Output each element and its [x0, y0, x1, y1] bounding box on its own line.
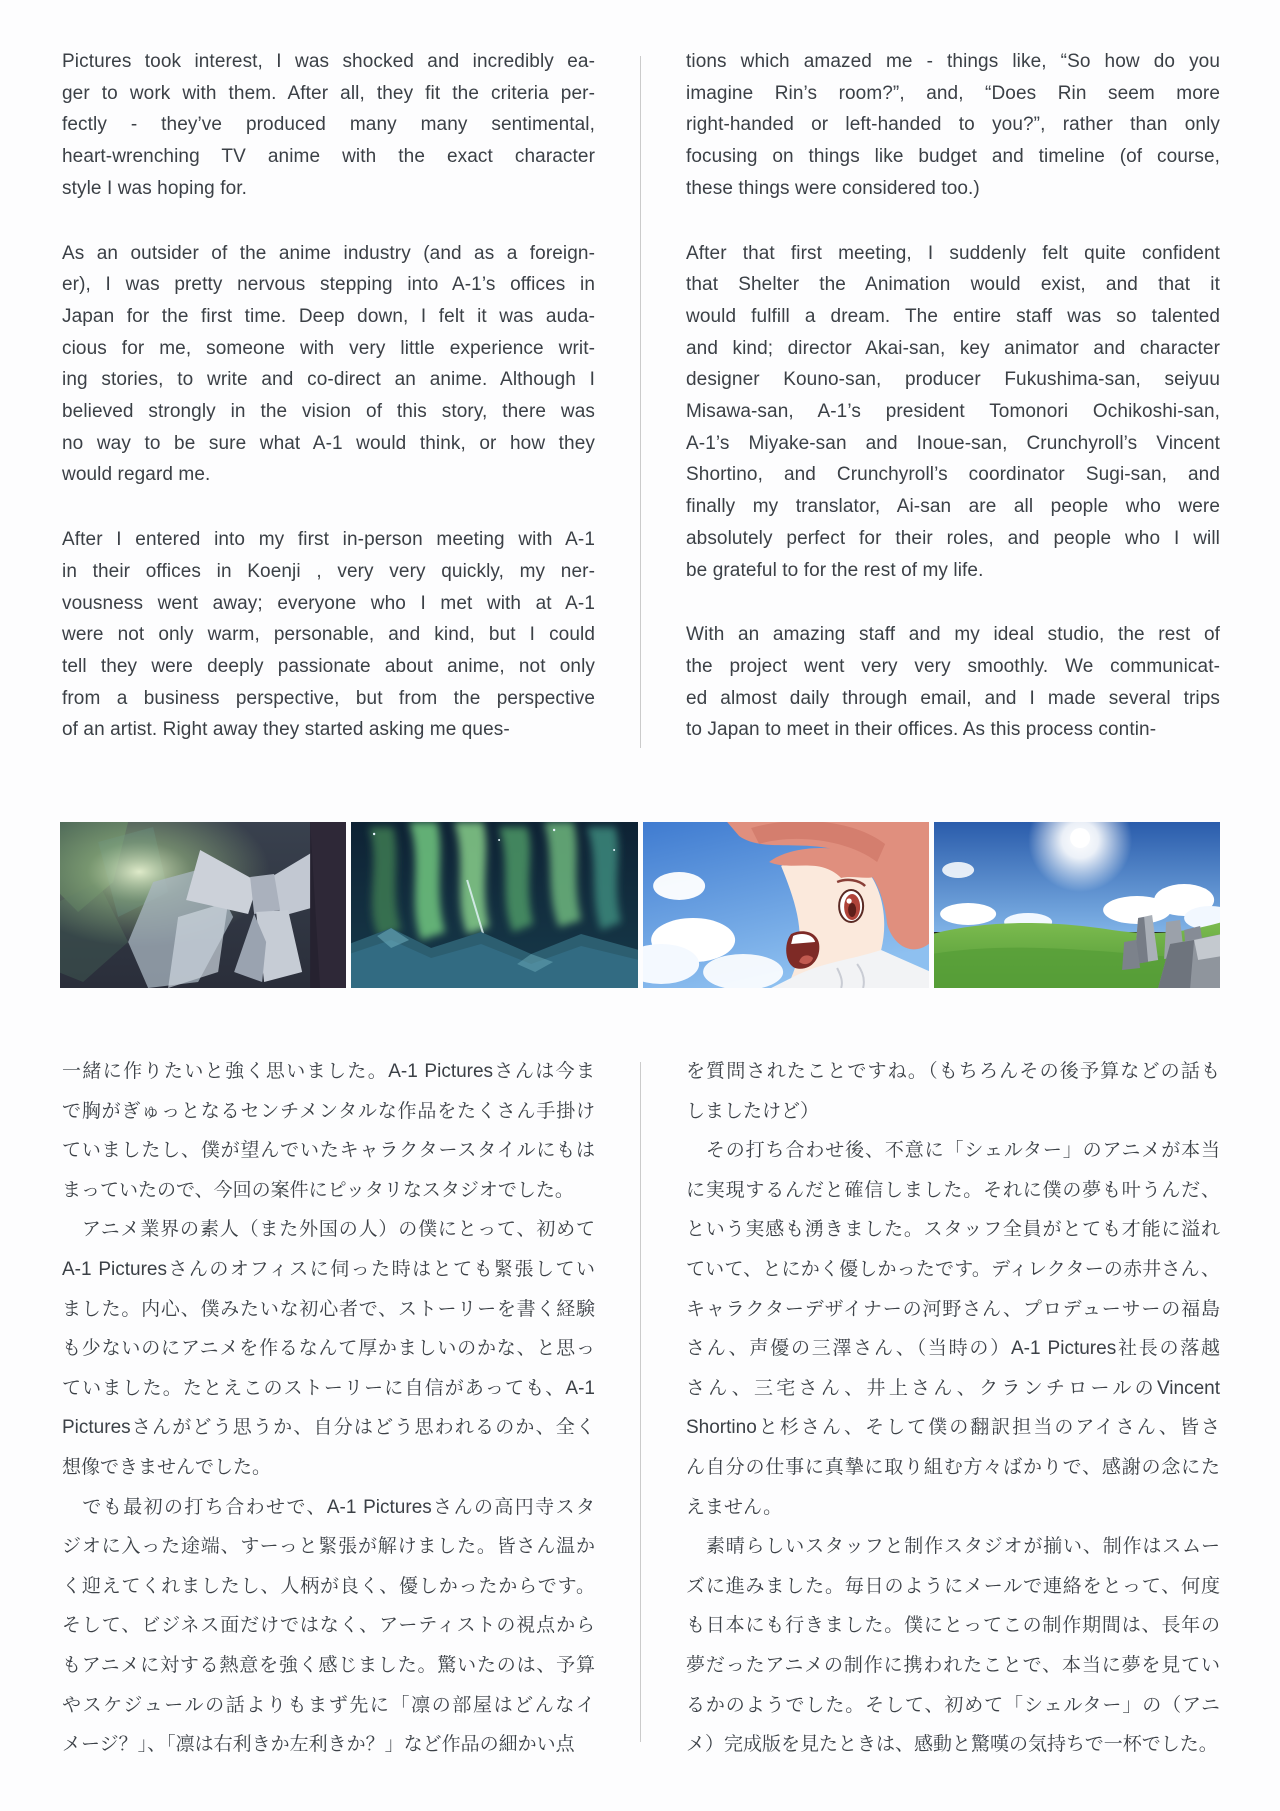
- text-line: cious for me, someone with very little experience writ-: [62, 337, 595, 359]
- dark-scene-girl-with-white-bow-image: [60, 822, 346, 988]
- text-line: heart-wrenching TV anime with the exact character: [62, 146, 595, 168]
- text-line: でも最初の打ち合わせで、A-1 Picturesさんの高円寺スタ: [62, 1496, 595, 1518]
- text-line: も日本にも行きました。僕にとってこの制作期間は、長年の: [686, 1615, 1220, 1637]
- japanese-column-right: [686, 1052, 1220, 1765]
- text-line: imagine Rin’s room?”, and, “Does Rin seem more: [686, 82, 1220, 104]
- text-line: ていましたし、僕が望んでいたキャラクタースタイルにもは: [62, 1140, 595, 1162]
- text-line: ジオに入った途端、すーっと緊張が解けました。皆さん温か: [62, 1536, 595, 1558]
- text-line: ed almost daily through email, and I made several trips: [686, 687, 1220, 709]
- gallery-panel-4: [934, 822, 1220, 988]
- text-line: 素晴らしいスタッフと制作スタジオが揃い、制作はスムー: [686, 1536, 1220, 1558]
- sunny-green-hills-standing-stones-image: [934, 822, 1220, 988]
- text-line: of an artist. Right away they started asking me ques-: [62, 719, 510, 741]
- text-line: Picturesさんがどう思うか、自分はどう思われるのか、全く: [62, 1417, 595, 1439]
- text-line: 一緒に作りたいと強く思いました。A-1 Picturesさんは今ま: [62, 1061, 595, 1082]
- pink-haired-girl-smiling-image: [643, 822, 929, 988]
- screenshot-strip: [60, 822, 1220, 988]
- text-line: Japan for the first time. Deep down, I felt it was auda-: [62, 305, 595, 327]
- text-line: さん、三宅さん、井上さん、クランチロールのVincent: [686, 1377, 1220, 1399]
- paragraph: [686, 1052, 1220, 1131]
- text-line: 夢だったアニメの制作に携われたことで、本当に夢を見てい: [686, 1654, 1220, 1676]
- text-line: キャラクターデザイナーの河野さん、プロデューサーの福島: [686, 1298, 1220, 1320]
- text-line: tions which amazed me - things like, “So how do you: [686, 51, 1220, 72]
- paragraph: [62, 524, 595, 746]
- text-line: Misawa-san, A-1’s president Tomonori Ochikoshi-san,: [686, 401, 1220, 423]
- text-line: もアニメに対する熱意を強く感じました。驚いたのは、予算: [62, 1654, 595, 1676]
- text-line: しましたけど）: [686, 1100, 820, 1122]
- text-line: その打ち合わせ後、不意に「シェルター」のアニメが本当: [686, 1140, 1220, 1162]
- text-line: まっていたので、今回の案件にピッタリなスタジオでした。: [62, 1179, 574, 1201]
- text-line: fectly - they’ve produced many many sentimental,: [62, 114, 595, 136]
- text-line: という実感も湧きました。スタッフ全員がとても才能に溢れ: [686, 1219, 1220, 1241]
- paragraph: [686, 238, 1220, 587]
- text-line: that Shelter the Animation would exist, and that it: [686, 274, 1220, 296]
- text-line: style I was hoping for.: [62, 177, 248, 199]
- text-line: そして、ビジネス面だけではなく、アーティストの視点から: [62, 1615, 595, 1637]
- text-line: く迎えてくれましたし、人柄が良く、優しかったからです。: [62, 1575, 595, 1597]
- text-line: no way to be sure what A-1 would think, or how they: [62, 432, 595, 454]
- text-line: After that first meeting, I suddenly felt quite confident: [686, 242, 1220, 264]
- gallery-panel-1: [60, 822, 346, 988]
- text-line: be grateful to for the rest of my life.: [686, 559, 984, 581]
- paragraph: [62, 1052, 595, 1210]
- text-line: believed strongly in the vision of this story, there was: [62, 401, 595, 423]
- text-line: focusing on things like budget and timeline (of course,: [686, 146, 1220, 168]
- text-line: ズに進みました。毎日のようにメールで連絡をとって、何度: [686, 1575, 1220, 1597]
- text-line: ました。内心、僕みたいな初心者で、ストーリーを書く経験: [62, 1298, 595, 1320]
- paragraph: [62, 238, 595, 492]
- text-line: would fulfill a dream. The entire staff was so talented: [686, 305, 1220, 327]
- english-column-right: [686, 46, 1220, 746]
- text-line: えません。: [686, 1496, 783, 1518]
- text-line: も少ないのにアニメを作るなんて厚かましいのかな、と思っ: [62, 1338, 595, 1360]
- column-divider-top: [640, 56, 641, 748]
- text-line: A-1’s Miyake-san and Inoue-san, Crunchyroll’s Vincent: [686, 432, 1220, 454]
- paragraph: [686, 1131, 1220, 1527]
- text-line: in their offices in Koenji , very very quickly, my ner-: [62, 560, 595, 582]
- text-line: from a business perspective, but from the perspective: [62, 687, 595, 709]
- text-line: vousness went away; everyone who I met with at A-1: [62, 592, 595, 614]
- text-line: would regard me.: [62, 464, 211, 486]
- text-line: Shortino, and Crunchyroll’s coordinator Sugi-san, and: [686, 464, 1220, 486]
- text-line: メージ？」、「凛は右利きか左利きか？」など作品の細かい点: [62, 1734, 575, 1756]
- text-line: After I entered into my first in-person meeting with A-1: [62, 529, 595, 551]
- paragraph: [62, 1210, 595, 1487]
- text-line: tell they were deeply passionate about anime, not only: [62, 655, 595, 677]
- text-line: るかのようでした。そして、初めて「シェルター」の（アニ: [686, 1694, 1220, 1716]
- text-line: ん自分の仕事に真摯に取り組む方々ばかりで、感謝の念にた: [686, 1456, 1220, 1478]
- text-line: Shortinoと杉さん、そして僕の翻訳担当のアイさん、皆さ: [686, 1417, 1220, 1439]
- gallery-panel-2: [351, 822, 637, 988]
- text-line: やスケジュールの話よりもまず先に「凛の部屋はどんなイ: [62, 1694, 595, 1716]
- paragraph: [686, 619, 1220, 746]
- text-line: finally my translator, Ai-san are all people who were: [686, 496, 1220, 518]
- text-line: ing stories, to write and co-direct an anime. Although I: [62, 369, 595, 391]
- text-line: er), I was pretty nervous stepping into A-1’s offices in: [62, 274, 595, 296]
- text-line: the project went very very smoothly. We communicat-: [686, 655, 1220, 677]
- paragraph: [686, 1527, 1220, 1765]
- text-line: ていて、とにかく優しかったです。ディレクターの赤井さん、: [686, 1258, 1220, 1280]
- paragraph: [62, 46, 595, 205]
- english-column-left: [62, 46, 595, 746]
- text-line: を質問されたことですね。（もちろんその後予算などの話も: [686, 1061, 1220, 1082]
- text-line: right-handed or left-handed to you?”, rather than only: [686, 114, 1220, 136]
- text-line: these things were considered too.): [686, 177, 980, 199]
- japanese-column-left: [62, 1052, 595, 1765]
- text-line: ger to work with them. After all, they fit the criteria per-: [62, 82, 595, 104]
- text-line: ていました。たとえこのストーリーに自信があっても、A-1: [62, 1377, 595, 1399]
- text-line: A-1 Picturesさんのオフィスに伺った時はとても緊張してい: [62, 1258, 595, 1280]
- text-line: アニメ業界の素人（また外国の人）の僕にとって、初めて: [62, 1219, 595, 1241]
- green-aurora-over-icy-valley-image: [351, 822, 637, 988]
- text-line: 想像できませんでした。: [62, 1456, 272, 1478]
- text-line: Pictures took interest, I was shocked and incredibly ea-: [62, 51, 595, 72]
- text-line: As an outsider of the anime industry (and as a foreign-: [62, 242, 595, 264]
- text-line: designer Kouno-san, producer Fukushima-san, seiyuu: [686, 369, 1220, 391]
- text-line: で胸がぎゅっとなるセンチメンタルな作品をたくさん手掛け: [62, 1100, 595, 1122]
- paragraph: [62, 1488, 595, 1765]
- paragraph: [686, 46, 1220, 205]
- text-line: and kind; director Akai-san, key animator and character: [686, 337, 1220, 359]
- text-line: absolutely perfect for their roles, and people who I will: [686, 527, 1220, 549]
- column-divider-bottom: [640, 1062, 641, 1742]
- text-line: さん、声優の三澤さん、（当時の）A-1 Pictures社長の落越: [686, 1338, 1220, 1360]
- text-line: to Japan to meet in their offices. As this process contin-: [686, 719, 1157, 741]
- gallery-panel-3: [643, 822, 929, 988]
- text-line: に実現するんだと確信しました。それに僕の夢も叶うんだ、: [686, 1179, 1220, 1201]
- text-line: With an amazing staff and my ideal studio, the rest of: [686, 624, 1220, 646]
- text-line: メ）完成版を見たときは、感動と驚嘆の気持ちで一杯でした。: [686, 1734, 1218, 1756]
- text-line: were not only warm, personable, and kind, but I could: [62, 624, 595, 646]
